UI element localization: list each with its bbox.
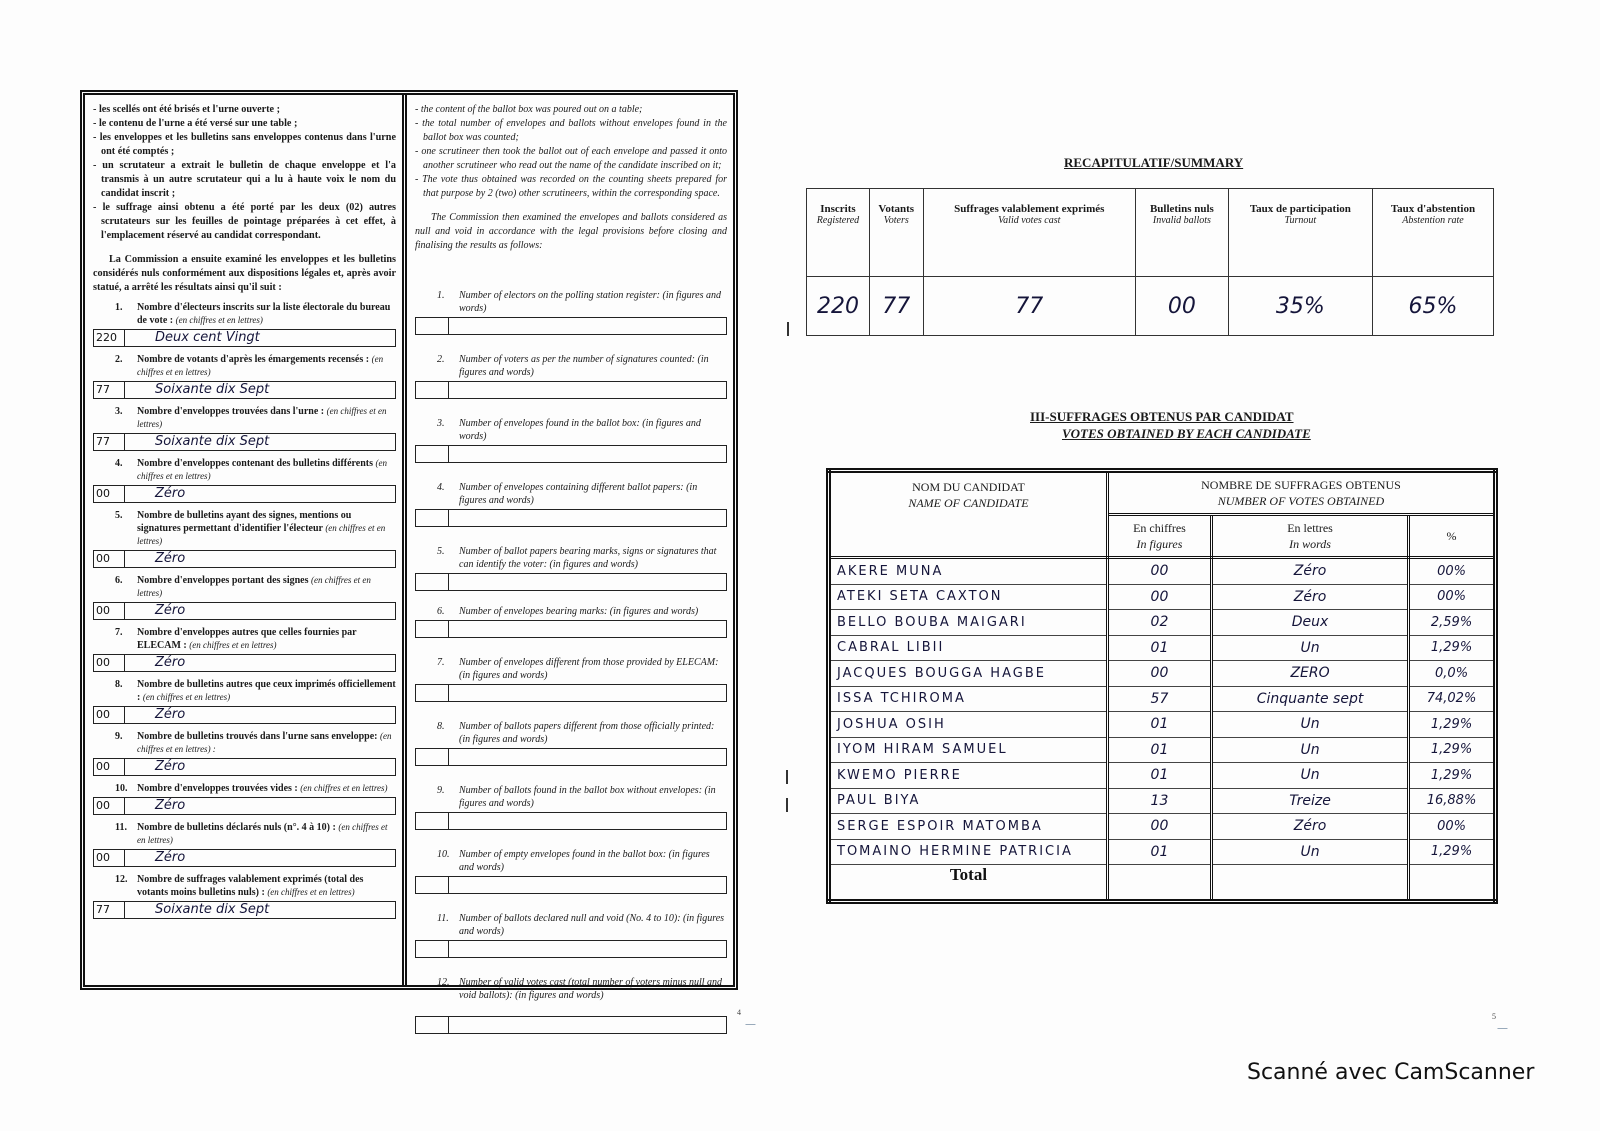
french-procedure-list xyxy=(93,103,396,243)
header-candidate-name: NOM DU CANDIDAT NAME OF CANDIDATE xyxy=(829,471,1108,558)
item-label: Nombre de bulletins autres que ceux imprimés officiellement : xyxy=(137,679,396,703)
total-words[interactable] xyxy=(1212,865,1409,902)
words-value[interactable]: Zéro xyxy=(155,707,186,722)
votes-percent[interactable]: 16,88% xyxy=(1409,788,1496,814)
figure-value[interactable]: 00 xyxy=(94,655,125,671)
words-value[interactable]: Soixante dix Sept xyxy=(155,382,270,397)
item-number: 3. xyxy=(437,418,445,429)
form-item-11-en xyxy=(415,912,727,958)
figure-box[interactable] xyxy=(416,685,449,701)
figure-value[interactable]: 77 xyxy=(94,434,125,450)
item-label: Nombre de bulletins déclarés nuls (n°. 4 à 10) : xyxy=(137,822,336,833)
form-item-11 xyxy=(93,821,396,867)
page-corner-icon xyxy=(1497,1022,1513,1029)
figure-value[interactable]: 220 xyxy=(94,330,125,346)
answer-field[interactable] xyxy=(93,602,396,620)
words-value[interactable]: Soixante dix Sept xyxy=(155,902,270,917)
item-label: Number of envelopes bearing marks: (in figures and words) xyxy=(459,606,699,617)
item-number: 11. xyxy=(437,913,449,924)
figure-box[interactable] xyxy=(416,749,449,765)
figure-value[interactable]: 00 xyxy=(94,850,125,866)
item-number: 7. xyxy=(115,627,123,638)
summary-table xyxy=(806,188,1494,336)
votes-figure[interactable]: 01 xyxy=(1107,839,1211,865)
item-sub: (en chiffres et en lettres) xyxy=(137,523,386,546)
item-number: 6. xyxy=(115,575,123,586)
votes-figure[interactable]: 01 xyxy=(1107,635,1211,661)
votes-figure[interactable]: 00 xyxy=(1107,584,1211,610)
procedure-item: - The vote thus obtained was recorded on the counting sheets prepared for that purpose by 2 (two) other scrutineers, within the corresponding space. xyxy=(415,174,727,199)
votes-words[interactable]: Un xyxy=(1212,635,1409,661)
item-label: Number of ballots papers different from those officially printed: (in figures and words) xyxy=(459,721,715,745)
answer-field[interactable] xyxy=(415,573,727,591)
procedure-item: - one scrutineer then took the ballot out of each envelope and passed it onto another scrutineer who read out the name of the candidate inscribed on it; xyxy=(415,146,727,171)
item-label: Nombre de bulletins trouvés dans l'urne sans enveloppe: xyxy=(137,731,378,742)
item-sub: (en chiffres et en lettres) xyxy=(137,406,387,429)
form-item-8-en xyxy=(415,720,727,766)
candidate-name: TOMAINO HERMINE PATRICIA xyxy=(829,839,1108,865)
candidate-name: IYOM HIRAM SAMUEL xyxy=(829,737,1108,763)
item-number: 12. xyxy=(115,874,128,885)
candidate-name: KWEMO PIERRE xyxy=(829,763,1108,789)
words-value[interactable]: Zéro xyxy=(155,551,186,566)
candidate-name: BELLO BOUBA MAIGARI xyxy=(829,610,1108,636)
votes-words[interactable]: Treize xyxy=(1212,788,1409,814)
votes-figure[interactable]: 00 xyxy=(1107,558,1211,585)
form-item-12-en xyxy=(415,976,727,1034)
words-box[interactable] xyxy=(449,382,726,398)
item-label: Number of valid votes cast (total number of voters minus null and void ballots): (in figures and words) xyxy=(459,977,723,1001)
words-box[interactable] xyxy=(449,510,726,526)
figure-box[interactable] xyxy=(416,574,449,590)
total-row xyxy=(829,865,1496,902)
votes-percent[interactable]: 1,29% xyxy=(1409,712,1496,738)
form-item-7 xyxy=(93,626,396,672)
english-paragraph: The Commission then examined the envelopes and ballots considered as null and void in accordance with the legal provisions before closing and finalising the results as follows: xyxy=(415,212,727,251)
answer-field[interactable] xyxy=(415,620,727,638)
item-label: Nombre d'enveloppes autres que celles fournies par ELECAM : xyxy=(137,627,357,651)
candidate-name: SERGE ESPOIR MATOMBA xyxy=(829,814,1108,840)
answer-field[interactable] xyxy=(415,940,727,958)
english-column xyxy=(407,95,733,1001)
figure-box[interactable] xyxy=(416,510,449,526)
votes-figure[interactable]: 02 xyxy=(1107,610,1211,636)
item-label: Number of voters as per the number of signatures counted: (in figures and words) xyxy=(459,354,709,378)
item-label: Nombre d'enveloppes trouvées vides : xyxy=(137,783,298,794)
candidate-name: JOSHUA OSIH xyxy=(829,712,1108,738)
french-paragraph: La Commission a ensuite examiné les enveloppes et les bulletins considérés nuls conformément aux dispositions légales et, après avoir statué, a arrêté les résultats ainsi qu'il suit : xyxy=(93,254,396,293)
header-invalid-ballots: Bulletins nuls Invalid ballots xyxy=(1136,189,1229,277)
figure-box[interactable] xyxy=(416,446,449,462)
figure-box[interactable] xyxy=(416,941,449,957)
answer-field[interactable] xyxy=(93,329,396,347)
item-number: 7. xyxy=(437,657,445,668)
answer-field[interactable] xyxy=(415,381,727,399)
form-item-9-en xyxy=(415,784,727,830)
header-turnout: Taux de participation Turnout xyxy=(1228,189,1372,277)
item-label: Nombre d'enveloppes trouvées dans l'urne : xyxy=(137,406,325,417)
figure-box[interactable] xyxy=(416,877,449,893)
votes-figure[interactable]: 01 xyxy=(1107,737,1211,763)
item-number: 5. xyxy=(437,546,445,557)
answer-field[interactable] xyxy=(415,876,727,894)
item-label: Number of envelopes found in the ballot box: (in figures and words) xyxy=(459,418,701,442)
item-label: Number of envelopes different from those provided by ELECAM: (in figures and words) xyxy=(459,657,719,681)
header-in-words: En lettres In words xyxy=(1212,515,1409,558)
answer-field[interactable] xyxy=(93,381,396,399)
table-row xyxy=(829,839,1496,865)
french-column xyxy=(85,95,407,985)
procedure-item: - the content of the ballot box was poured out on a table; xyxy=(415,104,643,115)
item-number: 8. xyxy=(437,721,445,732)
form-item-3-en xyxy=(415,417,727,463)
words-value[interactable]: Zéro xyxy=(155,603,186,618)
summary-header-row xyxy=(807,189,1494,277)
total-figure[interactable] xyxy=(1107,865,1211,902)
procedure-item: - le contenu de l'urne a été versé sur une table ; xyxy=(93,118,298,129)
votes-figure[interactable]: 57 xyxy=(1107,686,1211,712)
votes-figure[interactable]: 13 xyxy=(1107,788,1211,814)
figure-value[interactable]: 00 xyxy=(94,707,125,723)
table-row xyxy=(829,814,1496,840)
votes-section-title: III-SUFFRAGES OBTENUS PAR CANDIDAT xyxy=(1030,409,1294,424)
total-label: Total xyxy=(829,865,1108,902)
form-item-10 xyxy=(93,782,396,815)
form-item-10-en xyxy=(415,848,727,894)
candidate-name: AKERE MUNA xyxy=(829,558,1108,585)
votes-figure[interactable]: 01 xyxy=(1107,712,1211,738)
answer-field[interactable] xyxy=(93,849,396,867)
candidate-name: CABRAL LIBII xyxy=(829,635,1108,661)
votes-header-row xyxy=(829,471,1496,515)
votes-percent[interactable]: 00% xyxy=(1409,558,1496,585)
table-row xyxy=(829,763,1496,789)
form-item-4-en xyxy=(415,481,727,527)
answer-field[interactable] xyxy=(415,445,727,463)
item-label: Number of ballots found in the ballot box without envelopes: (in figures and words) xyxy=(459,785,716,809)
header-valid-votes: Suffrages valablement exprimés Valid votes cast xyxy=(923,189,1136,277)
figure-box[interactable] xyxy=(416,318,449,334)
votes-percent[interactable]: 1,29% xyxy=(1409,839,1496,865)
figure-box[interactable] xyxy=(416,621,449,637)
item-sub: (en chiffres et en lettres) xyxy=(137,575,371,598)
item-label: Nombre de votants d'après les émargements recensés : xyxy=(137,354,370,365)
procedure-item: - les scellés ont été brisés et l'urne ouverte ; xyxy=(93,104,280,115)
page-number-right: 5 xyxy=(1492,1012,1496,1021)
page-number-left: 4 xyxy=(737,1008,741,1017)
words-box[interactable] xyxy=(449,941,726,957)
answer-field[interactable] xyxy=(93,433,396,451)
words-box[interactable] xyxy=(449,813,726,829)
words-box[interactable] xyxy=(449,1017,726,1033)
form-item-7-en xyxy=(415,656,727,702)
table-row xyxy=(829,558,1496,585)
votes-figure[interactable]: 01 xyxy=(1107,763,1211,789)
header-abstention: Taux d'abstention Abstention rate xyxy=(1372,189,1493,277)
table-row xyxy=(829,737,1496,763)
answer-field[interactable] xyxy=(415,1016,727,1034)
votes-percent[interactable]: 00% xyxy=(1409,814,1496,840)
procedure-item: - the total number of envelopes and ballots without envelopes found in the ballot box was counted; xyxy=(415,118,727,143)
words-box[interactable] xyxy=(449,685,726,701)
answer-field[interactable] xyxy=(93,654,396,672)
words-value[interactable]: Zéro xyxy=(155,655,186,670)
figure-box[interactable] xyxy=(416,382,449,398)
value-valid-votes[interactable]: 77 xyxy=(923,277,1136,336)
words-box[interactable] xyxy=(449,446,726,462)
item-label: Nombre d'enveloppes contenant des bulletins différents xyxy=(137,458,374,469)
item-sub: (en chiffres et en lettres) xyxy=(300,783,388,793)
item-sub: (en chiffres et en lettres) xyxy=(137,354,384,377)
votes-table xyxy=(826,468,1498,904)
form-item-1-en xyxy=(415,289,727,335)
item-number: 9. xyxy=(115,731,123,742)
form-item-1 xyxy=(93,301,396,347)
votes-percent[interactable]: 2,59% xyxy=(1409,610,1496,636)
item-number: 11. xyxy=(115,822,127,833)
procedure-item: - le suffrage ainsi obtenu a été porté par les deux (02) autres scrutateurs sur les feuilles de pointage préparées à cet effet, à l'emplacement réservé au candidat correspondant. xyxy=(93,202,396,241)
item-number: 12. xyxy=(437,977,450,988)
summary-title: RECAPITULATIF/SUMMARY xyxy=(1064,155,1244,170)
answer-field[interactable] xyxy=(93,706,396,724)
words-value[interactable]: Soixante dix Sept xyxy=(155,434,270,449)
words-value[interactable]: Zéro xyxy=(155,798,186,813)
binding-mark xyxy=(786,770,788,784)
item-label: Number of ballot papers bearing marks, signs or signatures that can identify the voter: (in figures and words) xyxy=(459,546,717,570)
table-row xyxy=(829,712,1496,738)
item-sub: (en chiffres et en lettres) : xyxy=(137,731,392,754)
votes-words[interactable]: Un xyxy=(1212,763,1409,789)
header-percent: % xyxy=(1409,515,1496,558)
form-item-5-en xyxy=(415,545,727,591)
votes-words[interactable]: Un xyxy=(1212,839,1409,865)
item-sub: (en chiffres et en lettres) xyxy=(189,640,277,650)
page-corner-icon xyxy=(745,1018,761,1025)
header-registered: Inscrits Registered xyxy=(807,189,870,277)
item-number: 3. xyxy=(115,406,123,417)
item-label: Nombre de bulletins ayant des signes, mentions ou signatures permettant d'identifier l'électeur xyxy=(137,510,352,534)
table-row xyxy=(829,610,1496,636)
item-number: 2. xyxy=(437,354,445,365)
item-number: 10. xyxy=(437,849,450,860)
answer-field[interactable] xyxy=(93,485,396,503)
votes-section-subtitle: VOTES OBTAINED BY EACH CANDIDATE xyxy=(1062,426,1311,441)
item-sub: (en chiffres et en lettres) xyxy=(175,315,263,325)
figure-value[interactable]: 77 xyxy=(94,902,125,918)
figure-value[interactable]: 00 xyxy=(94,798,125,814)
value-registered[interactable]: 220 xyxy=(807,277,870,336)
votes-percent[interactable]: 00% xyxy=(1409,584,1496,610)
item-number: 1. xyxy=(115,302,123,313)
votes-words[interactable]: Zéro xyxy=(1212,814,1409,840)
item-sub: (en chiffres et en lettres) xyxy=(142,692,231,702)
item-sub: (en chiffres et en lettres) xyxy=(137,822,388,845)
item-number: 6. xyxy=(437,606,445,617)
votes-figure[interactable]: 00 xyxy=(1107,661,1211,687)
candidate-name: ATEKI SETA CAXTON xyxy=(829,584,1108,610)
item-number: 4. xyxy=(437,482,445,493)
form-item-6-en xyxy=(415,605,727,638)
header-votes-obtained: NOMBRE DE SUFFRAGES OBTENUS NUMBER OF VOTES OBTAINED xyxy=(1107,471,1495,515)
procedure-item: - les enveloppes et les bulletins sans enveloppes contenus dans l'urne ont été comptés ; xyxy=(93,132,396,157)
item-label: Number of ballots declared null and void (No. 4 to 10): (in figures and words) xyxy=(459,913,725,937)
words-box[interactable] xyxy=(449,621,726,637)
words-value[interactable]: Deux cent Vingt xyxy=(155,330,260,345)
value-voters[interactable]: 77 xyxy=(869,277,923,336)
votes-words[interactable]: Cinquante sept xyxy=(1212,686,1409,712)
form-item-12 xyxy=(93,873,396,919)
words-value[interactable]: Zéro xyxy=(155,759,186,774)
words-box[interactable] xyxy=(449,877,726,893)
value-turnout[interactable]: 35% xyxy=(1228,277,1372,336)
votes-figure[interactable]: 00 xyxy=(1107,814,1211,840)
answer-field[interactable] xyxy=(93,797,396,815)
words-value[interactable]: Zéro xyxy=(155,850,186,865)
form-item-4 xyxy=(93,457,396,503)
figure-value[interactable]: 00 xyxy=(94,759,125,775)
item-label: Number of electors on the polling station register: (in figures and words) xyxy=(459,290,722,314)
item-number: 2. xyxy=(115,354,123,365)
item-sub: (en chiffres et en lettres) xyxy=(267,887,355,897)
english-procedure-list xyxy=(415,103,727,201)
votes-words[interactable]: ZERO xyxy=(1212,661,1409,687)
binding-mark xyxy=(787,322,789,336)
candidate-name: ISSA TCHIROMA xyxy=(829,686,1108,712)
votes-percent[interactable]: 0,0% xyxy=(1409,661,1496,687)
table-row xyxy=(829,661,1496,687)
words-value[interactable]: Zéro xyxy=(155,486,186,501)
table-row xyxy=(829,635,1496,661)
item-number: 9. xyxy=(437,785,445,796)
words-box[interactable] xyxy=(449,574,726,590)
votes-percent[interactable]: 1,29% xyxy=(1409,635,1496,661)
words-box[interactable] xyxy=(449,318,726,334)
answer-field[interactable] xyxy=(415,317,727,335)
votes-words[interactable]: Deux xyxy=(1212,610,1409,636)
form-item-2 xyxy=(93,353,396,399)
table-row xyxy=(829,584,1496,610)
item-number: 5. xyxy=(115,510,123,521)
answer-field[interactable] xyxy=(93,550,396,568)
votes-percent[interactable]: 1,29% xyxy=(1409,737,1496,763)
figure-box[interactable] xyxy=(416,813,449,829)
form-item-2-en xyxy=(415,353,727,399)
answer-field[interactable] xyxy=(93,901,396,919)
total-percent[interactable] xyxy=(1409,865,1496,902)
binding-mark xyxy=(786,798,788,812)
candidate-name: JACQUES BOUGGA HAGBE xyxy=(829,661,1108,687)
item-label: Nombre d'enveloppes portant des signes xyxy=(137,575,309,586)
votes-percent[interactable]: 74,02% xyxy=(1409,686,1496,712)
answer-field[interactable] xyxy=(415,812,727,830)
figure-value[interactable]: 00 xyxy=(94,551,125,567)
form-item-3 xyxy=(93,405,396,451)
candidate-name: PAUL BIYA xyxy=(829,788,1108,814)
figure-box[interactable] xyxy=(416,1017,449,1033)
answer-field[interactable] xyxy=(415,509,727,527)
form-item-9 xyxy=(93,730,396,776)
table-row xyxy=(829,686,1496,712)
votes-words[interactable]: Zéro xyxy=(1212,558,1409,585)
item-number: 8. xyxy=(115,679,123,690)
value-invalid-ballots[interactable]: 00 xyxy=(1136,277,1229,336)
votes-words[interactable]: Zéro xyxy=(1212,584,1409,610)
votes-percent[interactable]: 1,29% xyxy=(1409,763,1496,789)
header-in-figures: En chiffres In figures xyxy=(1107,515,1211,558)
item-label: Number of envelopes containing different ballot papers: (in figures and words) xyxy=(459,482,698,506)
form-item-5 xyxy=(93,509,396,568)
item-number: 4. xyxy=(115,458,123,469)
answer-field[interactable] xyxy=(415,684,727,702)
figure-value[interactable]: 00 xyxy=(94,603,125,619)
item-label: Nombre de suffrages valablement exprimés (total des votants moins bulletins nuls) : xyxy=(137,874,364,898)
figure-value[interactable]: 77 xyxy=(94,382,125,398)
answer-field[interactable] xyxy=(415,748,727,766)
item-sub: (en chiffres et en lettres) xyxy=(137,458,388,481)
figure-value[interactable]: 00 xyxy=(94,486,125,502)
votes-words[interactable]: Un xyxy=(1212,737,1409,763)
value-abstention[interactable]: 65% xyxy=(1372,277,1493,336)
answer-field[interactable] xyxy=(93,758,396,776)
words-box[interactable] xyxy=(449,749,726,765)
item-label: Nombre d'électeurs inscrits sur la liste électorale du bureau de vote : xyxy=(137,302,391,326)
item-number: 1. xyxy=(437,290,445,301)
item-label: Number of empty envelopes found in the ballot box: (in figures and words) xyxy=(459,849,710,873)
votes-words[interactable]: Un xyxy=(1212,712,1409,738)
header-voters: Votants Voters xyxy=(869,189,923,277)
table-row xyxy=(829,788,1496,814)
form-item-6 xyxy=(93,574,396,620)
camscanner-watermark: Scanné avec CamScanner xyxy=(1247,1060,1535,1085)
summary-values-row xyxy=(807,277,1494,336)
item-number: 10. xyxy=(115,783,128,794)
left-page-form xyxy=(80,90,738,1001)
procedure-item: - un scrutateur a extrait le bulletin de chaque enveloppe et l'a transmis à un autre scrutateur qui a lu à haute voix le nom du candidat inscrit ; xyxy=(93,160,396,199)
form-item-8 xyxy=(93,678,396,724)
